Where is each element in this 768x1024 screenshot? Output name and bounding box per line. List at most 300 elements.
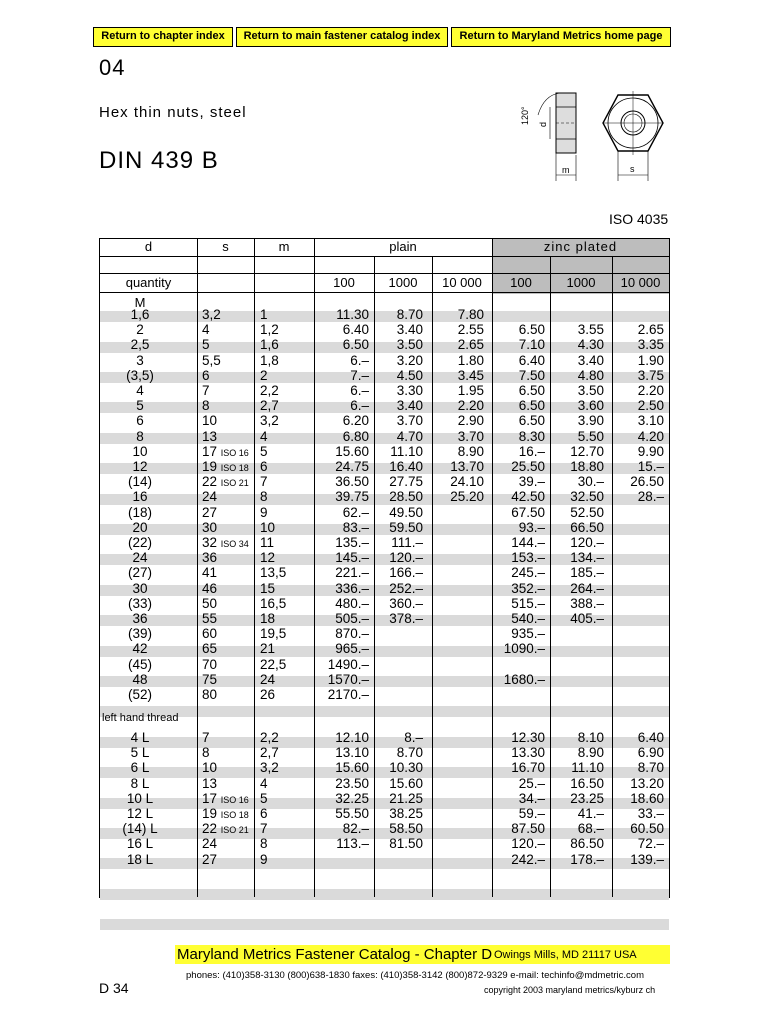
cell-p1000: 15.60	[389, 775, 423, 791]
cell-s	[202, 641, 252, 656]
standard-title: DIN 439 B	[99, 147, 219, 174]
cell-s	[202, 520, 252, 535]
cell-d: (39)	[127, 626, 152, 642]
cell-p100: 6.–	[350, 352, 369, 368]
cell-s-value: 27	[202, 851, 218, 867]
header-quantity: quantity	[125, 275, 172, 290]
cell-s-value: 13	[202, 428, 218, 444]
cell-z100: 242.–	[511, 851, 545, 867]
iso-note: ISO 18	[220, 810, 249, 820]
cell-d: (45)	[127, 656, 152, 672]
copyright: copyright 2003 maryland metrics/kyburz ch	[484, 985, 656, 995]
cell-p1000: 38.25	[389, 806, 423, 821]
return-catalog-index-button[interactable]: Return to main fastener catalog index	[236, 27, 448, 47]
cell-d: (14) L	[122, 821, 158, 837]
cell-z1000: 23.25	[570, 790, 604, 806]
cell-z100: 16.70	[511, 760, 545, 776]
qty-zinc-100: 100	[510, 275, 532, 290]
cell-d: 2,5	[130, 337, 150, 353]
cell-z1000: 405.–	[570, 611, 604, 626]
cell-z100: 6.50	[518, 398, 545, 414]
cell-s-value: 30	[202, 519, 218, 535]
cell-p100: 6.–	[350, 383, 369, 398]
cell-m: 5	[260, 443, 268, 459]
cell-d: 4	[136, 383, 144, 398]
cell-d: 12 L	[126, 806, 154, 821]
cell-p100: 12.10	[335, 730, 369, 745]
cell-z10000: 6.90	[637, 745, 664, 761]
cell-m: 6	[260, 806, 268, 821]
cell-z1000: 264.–	[570, 580, 604, 596]
row-shading	[100, 706, 669, 717]
cell-p1000: 8.70	[396, 745, 423, 761]
left-hand-thread-label: left hand thread	[102, 712, 179, 724]
cell-m: 8	[260, 489, 268, 505]
cell-s-value: 22	[202, 474, 218, 490]
page-number: D 34	[99, 980, 129, 996]
cell-m: 4	[260, 428, 268, 444]
cell-s-value: 60	[202, 626, 218, 642]
cell-z100: 13.30	[511, 745, 545, 761]
column-divider	[254, 239, 255, 897]
cell-m: 1,6	[260, 337, 279, 353]
cell-p1000: 166.–	[389, 565, 423, 581]
cell-d: 5	[136, 398, 144, 414]
cell-p1000: 28.50	[389, 489, 423, 505]
cell-s-value: 7	[202, 730, 210, 745]
header-plain: plain	[389, 239, 417, 254]
qty-plain-100: 100	[333, 275, 355, 290]
cell-s-value: 70	[202, 656, 218, 672]
cell-s	[202, 565, 252, 580]
cell-m: 19,5	[260, 626, 287, 642]
cell-z10000: 139.–	[630, 851, 664, 867]
qty-plain-1000: 1000	[388, 275, 418, 290]
cell-s-value: 4	[202, 322, 210, 338]
cell-p1000: 3.20	[396, 352, 423, 368]
cell-p1000: 10.30	[389, 760, 423, 776]
cell-z10000: 13.20	[630, 775, 664, 791]
cell-p100: 15.60	[335, 760, 369, 776]
iso-note: ISO 21	[220, 825, 249, 836]
cell-s-value: 22	[202, 821, 218, 837]
cell-d: 20	[132, 519, 148, 535]
cell-s	[202, 687, 252, 702]
cell-s-value: 17	[202, 790, 218, 806]
cell-p10000: 7.80	[457, 307, 484, 322]
cell-d: (22)	[127, 535, 152, 550]
cell-m: 2,7	[260, 745, 279, 761]
cell-s	[202, 672, 252, 687]
cell-z100: 515.–	[511, 595, 545, 611]
cell-m: 12	[260, 550, 276, 566]
cell-p1000: 3.70	[396, 413, 423, 429]
cell-m: 16,5	[260, 595, 287, 611]
cell-m: 15	[260, 580, 276, 596]
cell-s	[202, 776, 252, 791]
cell-p10000: 24.10	[450, 474, 484, 490]
cell-m: 11	[260, 535, 275, 550]
cell-p1000: 120.–	[389, 550, 423, 566]
cell-z1000: 30.–	[577, 474, 604, 490]
cell-z10000: 9.90	[637, 443, 664, 459]
cell-m: 4	[260, 775, 268, 791]
cell-m: 8	[260, 836, 268, 852]
cell-d: (27)	[127, 565, 152, 581]
cell-z100: 6.50	[518, 322, 545, 338]
cell-s	[202, 413, 252, 428]
cell-s	[202, 852, 252, 867]
cell-z10000: 33.–	[637, 806, 664, 821]
cell-z100: 6.40	[518, 352, 545, 368]
cell-s	[202, 836, 252, 851]
cell-p1000: 49.50	[389, 504, 423, 520]
qty-zinc-1000: 1000	[566, 275, 596, 290]
cell-z1000: 41.–	[577, 806, 604, 821]
cell-s-value: 75	[202, 671, 218, 687]
cell-m: 9	[260, 851, 268, 867]
cell-s-value: 13	[202, 775, 218, 791]
cell-p100: 11.30	[336, 307, 369, 322]
cell-p100: 2170.–	[327, 687, 369, 702]
cell-d: (3,5)	[126, 367, 154, 383]
cell-s	[202, 398, 252, 413]
cell-z1000: 3.40	[577, 352, 604, 368]
cell-z100: 59.–	[518, 806, 545, 821]
cell-z100: 120.–	[511, 836, 545, 852]
cell-m: 6	[260, 459, 268, 474]
cell-s	[202, 322, 252, 337]
cell-d: 3	[136, 352, 144, 368]
cell-z100: 153.–	[511, 550, 545, 566]
cell-p1000: 378.–	[389, 611, 423, 626]
cell-z10000: 72.–	[637, 836, 664, 852]
cell-p100: 965.–	[335, 641, 369, 657]
cell-p1000: 252.–	[389, 580, 423, 596]
return-chapter-index-button[interactable]: Return to chapter index	[93, 27, 233, 47]
cell-p1000: 16.40	[389, 459, 423, 474]
cell-z1000: 3.60	[577, 398, 604, 414]
cell-z10000: 60.50	[630, 821, 664, 837]
cell-p100: 82.–	[342, 821, 369, 837]
cell-z100: 7.50	[518, 367, 545, 383]
cell-s-value: 17	[202, 443, 218, 459]
cell-s	[202, 611, 252, 626]
cell-d: 5 L	[130, 745, 150, 761]
cell-s	[202, 429, 252, 444]
cell-p100: 1490.–	[327, 656, 369, 672]
cell-s-value: 46	[202, 580, 218, 596]
cell-p100: 113.–	[336, 836, 369, 852]
cell-m: 24	[260, 671, 276, 687]
cell-z100: 540.–	[511, 611, 545, 626]
cell-s	[202, 745, 252, 760]
row-shading	[100, 646, 669, 657]
cell-d: 42	[132, 641, 148, 657]
cell-m: 5	[260, 790, 268, 806]
cell-s	[202, 505, 252, 520]
cell-z100: 42.50	[511, 489, 545, 505]
company-name: Maryland Metrics	[177, 946, 292, 963]
cell-s-value: 65	[202, 641, 218, 657]
cell-z100: 25.–	[518, 775, 545, 791]
cell-m: 10	[260, 519, 276, 535]
cell-p10000: 2.90	[457, 413, 484, 429]
cell-s-value: 80	[202, 687, 218, 702]
iso-note: ISO 34	[220, 539, 249, 549]
cell-z1000: 66.50	[570, 519, 604, 535]
cell-p10000: 3.70	[457, 428, 484, 444]
cell-z1000: 3.50	[577, 383, 604, 398]
cell-s	[202, 730, 252, 745]
cell-d: 10	[132, 443, 148, 459]
cell-p10000: 1.80	[457, 352, 484, 368]
cell-z100: 1680.–	[503, 671, 545, 687]
row-shading	[100, 919, 669, 930]
cell-p1000: 8.70	[396, 307, 423, 322]
cell-m: 26	[260, 687, 276, 702]
cell-z100: 12.30	[511, 730, 545, 745]
iso-note: ISO 16	[220, 447, 249, 458]
cell-d: 6	[136, 413, 144, 429]
cell-d: 8 L	[130, 775, 150, 791]
qty-plain-10000: 10 000	[442, 275, 482, 290]
unit-label: M	[134, 295, 146, 310]
cell-m: 7	[260, 474, 268, 490]
cell-s-value: 3,2	[202, 307, 221, 322]
cell-z10000: 18.60	[630, 790, 664, 806]
cell-s-value: 19	[202, 806, 218, 821]
cell-s-value: 8	[202, 398, 210, 414]
cell-z100: 16.–	[518, 443, 545, 459]
cell-z10000: 3.75	[637, 367, 664, 383]
cell-d: (14)	[127, 474, 152, 490]
cell-s-value: 36	[202, 550, 218, 566]
cell-d: (52)	[127, 687, 152, 702]
cell-p100: 6.–	[350, 398, 369, 414]
cell-p10000: 13.70	[450, 459, 484, 474]
iso-note: ISO 18	[220, 463, 249, 473]
return-home-button[interactable]: Return to Maryland Metrics home page	[451, 27, 671, 47]
cell-z100: 7.10	[518, 337, 545, 353]
header-m: m	[278, 239, 290, 254]
cell-d: 36	[132, 611, 148, 626]
cell-z1000: 388.–	[570, 595, 604, 611]
cell-s	[202, 307, 252, 322]
cell-p1000: 58.50	[389, 821, 423, 837]
cell-m: 1,2	[260, 322, 279, 338]
cell-s-value: 32	[202, 535, 218, 550]
column-divider	[314, 239, 315, 897]
cell-p100: 6.40	[342, 322, 369, 338]
cell-s	[202, 353, 252, 368]
cell-z100: 245.–	[511, 565, 545, 581]
cell-s-value: 5,5	[202, 352, 221, 368]
footer-title	[177, 946, 492, 963]
cell-d: 4 L	[130, 730, 150, 745]
column-divider	[492, 239, 493, 897]
cell-z1000: 178.–	[570, 851, 604, 867]
cell-z10000: 3.10	[637, 413, 664, 429]
angle-label: 120°	[520, 106, 530, 125]
cell-p10000: 3.45	[457, 367, 484, 383]
cell-z1000: 52.50	[570, 504, 604, 520]
cell-p100: 6.80	[342, 428, 369, 444]
cell-d: 6 L	[130, 760, 150, 776]
nav-bar	[93, 27, 671, 47]
cell-p100: 221.–	[335, 565, 369, 581]
cell-s	[202, 657, 252, 672]
cell-z10000: 26.50	[630, 474, 664, 490]
cell-p1000: 11.10	[390, 443, 423, 459]
cell-p10000: 2.20	[457, 398, 484, 414]
cell-d: 12	[132, 459, 148, 474]
header-divider	[100, 256, 669, 257]
cell-z1000: 5.50	[577, 428, 604, 444]
cell-z1000: 12.70	[570, 443, 604, 459]
cell-d: (18)	[127, 504, 152, 520]
cell-p1000: 3.30	[396, 383, 423, 398]
cell-p100: 336.–	[335, 580, 369, 596]
cell-z100: 25.50	[511, 459, 545, 474]
cell-z10000: 4.20	[637, 428, 664, 444]
cell-s-value: 6	[202, 367, 210, 383]
iso-note: ISO 16	[220, 794, 249, 805]
cell-z1000: 11.10	[571, 760, 604, 776]
cell-s-value: 7	[202, 383, 210, 398]
cell-p100: 39.75	[335, 489, 369, 505]
cell-z10000: 2.65	[637, 322, 664, 338]
iso-standard: ISO 4035	[609, 211, 669, 227]
cell-z10000: 3.35	[637, 337, 664, 353]
cell-s	[202, 596, 252, 611]
cell-s-value: 19	[202, 459, 218, 474]
column-divider	[432, 256, 433, 897]
cell-s	[202, 337, 252, 352]
cell-z1000: 3.90	[577, 413, 604, 429]
cell-z100: 87.50	[511, 821, 545, 837]
cell-z1000: 4.80	[577, 367, 604, 383]
cell-p10000: 1.95	[457, 383, 484, 398]
cell-p1000: 3.40	[396, 398, 423, 414]
cell-z10000: 8.70	[637, 760, 664, 776]
cell-s-value: 50	[202, 595, 218, 611]
cell-s	[202, 626, 252, 641]
header-divider	[100, 292, 669, 293]
nut-side-view	[520, 93, 576, 181]
cell-p1000: 21.25	[389, 790, 423, 806]
column-divider	[550, 256, 551, 897]
cell-z1000: 3.55	[577, 322, 604, 338]
cell-s	[202, 581, 252, 596]
cell-z100: 67.50	[511, 504, 545, 520]
cell-z1000: 16.50	[570, 775, 604, 791]
cell-m: 9	[260, 504, 268, 520]
column-divider	[197, 239, 198, 897]
column-divider	[374, 256, 375, 897]
footer-location: Owings Mills, MD 21117 USA	[494, 949, 637, 961]
cell-m: 2	[260, 367, 268, 383]
cell-s-value: 5	[202, 337, 210, 353]
cell-p100: 62.–	[342, 504, 369, 520]
cell-z1000: 185.–	[570, 565, 604, 581]
cell-m: 7	[260, 821, 268, 837]
cell-s-value: 10	[202, 760, 218, 776]
cell-p1000: 3.50	[396, 337, 423, 353]
cell-p100: 24.75	[335, 459, 369, 474]
header-s: s	[222, 239, 229, 254]
cell-z1000: 8.90	[577, 745, 604, 761]
cell-p100: 870.–	[335, 626, 369, 642]
s-label: s	[630, 164, 635, 174]
row-shading	[100, 889, 669, 900]
cell-z100: 39.–	[518, 474, 545, 490]
nut-front-view	[603, 91, 663, 181]
cell-d: 24	[132, 550, 148, 566]
cell-p100: 1570.–	[327, 671, 369, 687]
cell-z100: 8.30	[518, 428, 545, 444]
cell-p100: 23.50	[335, 775, 369, 791]
cell-p100: 145.–	[335, 550, 369, 566]
cell-d: 2	[136, 322, 144, 338]
cell-d: 8	[136, 428, 144, 444]
d-label: d	[538, 121, 548, 127]
cell-p1000: 81.50	[389, 836, 423, 852]
cell-z10000: 28.–	[637, 489, 664, 505]
cell-m: 3,2	[260, 413, 279, 429]
qty-zinc-10000: 10 000	[620, 275, 661, 290]
cell-z10000: 2.50	[637, 398, 664, 414]
cell-p1000: 4.70	[396, 428, 423, 444]
cell-p100: 480.–	[335, 595, 369, 611]
cell-z1000: 18.80	[570, 459, 604, 474]
column-divider	[612, 256, 613, 897]
cell-p100: 83.–	[342, 519, 369, 535]
iso-note: ISO 21	[220, 478, 249, 489]
cell-p10000: 25.20	[450, 489, 484, 505]
cell-z1000: 134.–	[570, 550, 604, 566]
cell-s-value: 55	[202, 611, 218, 626]
cell-p1000: 8.–	[404, 730, 423, 745]
cell-z100: 144.–	[511, 535, 545, 550]
cell-p1000: 4.50	[396, 367, 423, 383]
header-divider	[100, 273, 669, 274]
product-title: Hex thin nuts, steel	[99, 104, 247, 121]
cell-p100: 505.–	[335, 611, 369, 626]
cell-z1000: 32.50	[570, 489, 604, 505]
cell-p1000: 111.–	[391, 535, 423, 550]
cell-p1000: 27.75	[389, 474, 423, 490]
cell-z100: 93.–	[518, 519, 545, 535]
cell-p100: 7.–	[350, 367, 369, 383]
cell-p10000: 8.90	[457, 443, 484, 459]
cell-p100: 13.10	[335, 745, 369, 761]
cell-d: 16 L	[126, 836, 154, 852]
cell-z100: 1090.–	[503, 641, 545, 657]
cell-s	[202, 383, 252, 398]
cell-z10000: 15.–	[637, 459, 664, 474]
cell-d: 48	[132, 671, 148, 687]
cell-z10000: 1.90	[637, 352, 664, 368]
catalog-chapter: Fastener Catalog - Chapter D	[295, 946, 493, 963]
cell-m: 3,2	[260, 760, 279, 776]
cell-s	[202, 489, 252, 504]
cell-s-value: 24	[202, 836, 218, 852]
cell-p100: 6.50	[342, 337, 369, 353]
cell-m: 13,5	[260, 565, 287, 581]
cell-p100: 55.50	[335, 806, 369, 821]
cell-p1000: 3.40	[396, 322, 423, 338]
